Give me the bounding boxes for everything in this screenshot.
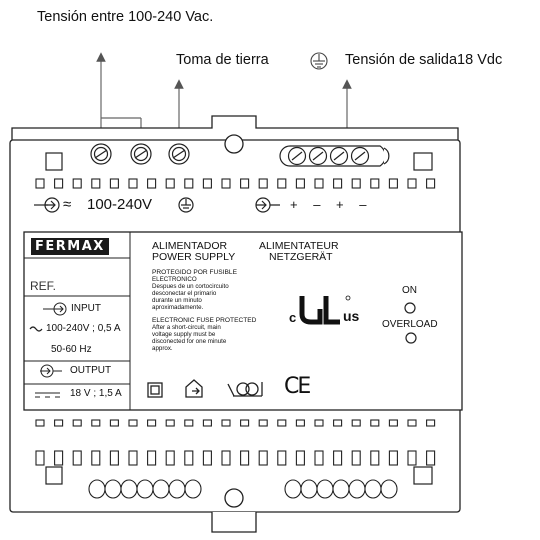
clip-slot — [153, 480, 169, 498]
led-overload-label: OVERLOAD — [382, 319, 438, 330]
input-voltage-callout: Tensión entre 100-240 Vac. — [37, 9, 214, 25]
clip-slot — [185, 480, 201, 498]
vent-slot — [129, 179, 137, 188]
vent-slot — [389, 451, 397, 465]
clip-slot — [105, 480, 121, 498]
ul-c-mark: c — [289, 310, 297, 325]
vent-slot — [222, 451, 230, 465]
vent-slot — [389, 420, 397, 426]
fuse-en-line-1: After a short-circuit, main — [152, 324, 221, 331]
clip-left-top — [46, 153, 62, 170]
output-label: OUTPUT — [70, 365, 112, 376]
mount-hole-bottom — [225, 489, 243, 507]
input-label: INPUT — [71, 303, 101, 314]
vent-slot — [92, 451, 100, 465]
vent-slot — [203, 179, 211, 188]
clip-slot — [169, 480, 185, 498]
vent-slot — [36, 420, 44, 426]
output-polarity-label: + – + – — [290, 197, 373, 212]
vent-slot — [110, 420, 118, 426]
title-fr: ALIMENTATEUR — [259, 240, 339, 252]
clip-slot — [301, 480, 317, 498]
output-voltage-callout: Tensión de salida18 Vdc — [345, 52, 503, 68]
vent-slot — [427, 179, 435, 188]
vent-slot — [129, 451, 137, 465]
vent-slot — [427, 451, 435, 465]
input-spec: 100-240V ; 0,5 A — [46, 323, 121, 334]
vent-slot — [241, 451, 249, 465]
clip-slot — [137, 480, 153, 498]
vent-slot — [166, 420, 174, 426]
vent-slot — [259, 179, 267, 188]
ul-us-mark: us — [343, 308, 360, 324]
vent-slot — [148, 179, 156, 188]
vent-slot — [371, 451, 379, 465]
vent-slot — [148, 451, 156, 465]
vent-slot — [296, 179, 304, 188]
clip-slot — [381, 480, 397, 498]
vent-slot — [259, 420, 267, 426]
vent-slot — [110, 179, 118, 188]
led-on-label: ON — [402, 285, 417, 296]
clip-slot — [349, 480, 365, 498]
vent-slot — [371, 179, 379, 188]
vent-slot — [334, 179, 342, 188]
vent-slot — [73, 420, 81, 426]
vent-slot — [148, 420, 156, 426]
vent-slot — [278, 451, 286, 465]
fuse-es-line-1: ELECTRONICO — [152, 276, 197, 283]
fuse-es-line-4: durante un minuto — [152, 297, 202, 304]
frequency-spec: 50-60 Hz — [51, 344, 92, 355]
earth-callout-icon — [311, 53, 327, 69]
clip-right-bottom — [414, 467, 432, 484]
vent-slot — [241, 420, 249, 426]
brand-logo: FERMAX — [31, 238, 109, 255]
vent-slot — [371, 420, 379, 426]
housing-bottom-tab — [212, 512, 256, 532]
clip-slot — [121, 480, 137, 498]
vent-slot — [185, 451, 193, 465]
fuse-es-line-3: desconectar el primario — [152, 290, 217, 297]
vent-slot — [315, 451, 323, 465]
vent-slot — [427, 420, 435, 426]
vent-slot — [73, 451, 81, 465]
led-overload — [406, 333, 416, 343]
clip-right-top — [414, 153, 432, 170]
vent-slot — [222, 420, 230, 426]
vent-slot — [259, 451, 267, 465]
vent-slot — [203, 451, 211, 465]
ce-mark: CE — [284, 374, 310, 399]
vent-slot — [408, 420, 416, 426]
mount-hole-top — [225, 135, 243, 153]
vent-slot — [92, 420, 100, 426]
fuse-en-title: ELECTRONIC FUSE PROTECTED — [152, 317, 257, 324]
vent-slot — [352, 420, 360, 426]
clip-slot — [365, 480, 381, 498]
led-on — [405, 303, 415, 313]
vent-slot — [334, 420, 342, 426]
vent-slot — [278, 420, 286, 426]
clip-slot — [89, 480, 105, 498]
fuse-es-title: PROTEGIDO POR FUSIBLE — [152, 269, 238, 276]
vent-slot — [55, 420, 63, 426]
vent-slot — [278, 179, 286, 188]
vent-slot — [185, 179, 193, 188]
clip-slot — [333, 480, 349, 498]
vent-slot — [55, 451, 63, 465]
vent-slot — [315, 420, 323, 426]
input-terminals — [91, 144, 189, 164]
vent-slot — [315, 179, 323, 188]
fuse-en-line-3: disconected for one minute — [152, 338, 227, 345]
title-en: POWER SUPPLY — [152, 251, 236, 263]
ref-label: REF. — [30, 279, 57, 293]
vent-slot — [296, 420, 304, 426]
title-de: NETZGERÄT — [269, 251, 333, 263]
vent-slot — [55, 179, 63, 188]
earth-callout: Toma de tierra — [176, 52, 269, 68]
fuse-es-line-5: aproximadamente. — [152, 304, 204, 311]
vent-slot — [36, 179, 44, 188]
vent-slot — [352, 179, 360, 188]
vent-slot — [241, 179, 249, 188]
vent-slot — [389, 179, 397, 188]
vent-slot — [203, 420, 211, 426]
vent-slot — [334, 451, 342, 465]
output-terminal-block — [280, 146, 389, 166]
vent-slot — [73, 179, 81, 188]
vent-slot — [166, 451, 174, 465]
output-spec: 18 V ; 1,5 A — [70, 388, 122, 399]
fuse-en-line-4: approx. — [152, 345, 173, 352]
vent-slot — [408, 451, 416, 465]
vent-slot — [296, 451, 304, 465]
vent-slot — [352, 451, 360, 465]
clip-left-bottom — [46, 467, 62, 484]
clip-slot — [285, 480, 301, 498]
vent-slot — [129, 420, 137, 426]
fuse-es-line-2: Despues de un cortocircuito — [152, 283, 229, 290]
clip-slot — [317, 480, 333, 498]
vent-slot — [185, 420, 193, 426]
vent-slot — [110, 451, 118, 465]
vent-slot — [408, 179, 416, 188]
ac-tilde-symbol: ≈ — [63, 196, 72, 213]
input-terminal-label: 100-240V — [87, 196, 153, 213]
title-es: ALIMENTADOR — [152, 240, 228, 252]
vent-slot — [92, 179, 100, 188]
vent-slot — [36, 451, 44, 465]
fuse-en-line-2: voltage supply must be — [152, 331, 216, 338]
vent-slot — [222, 179, 230, 188]
vent-slot — [166, 179, 174, 188]
